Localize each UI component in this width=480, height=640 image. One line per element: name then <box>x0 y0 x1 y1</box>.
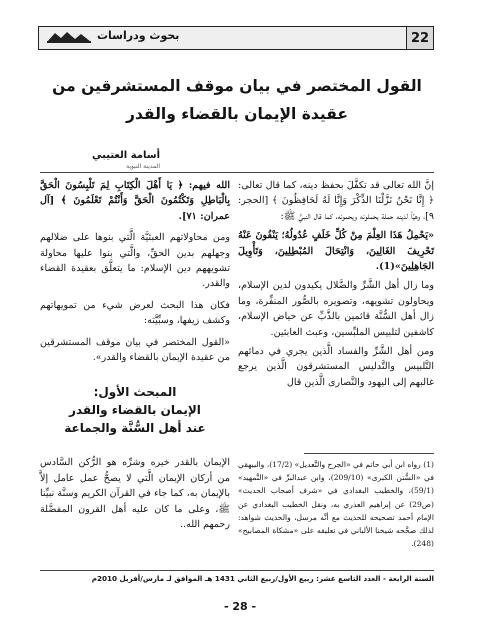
header-divider <box>40 172 434 173</box>
author-name: أسامة العتيبي <box>92 150 160 161</box>
issue-info: السنة الرابعة - العدد التاسع عشر: ربيع الأول/ربيع الثاني 1431 هـ الموافق لـ مارس/أفريل 2010م <box>91 574 434 583</box>
footnote-1: (1) رواه ابن أبي حاتم في «الجرح والتَّعديل» (17/2)، والبيهقي في «السُّنن الكبرى» (209/10)، وابن عبدالبرِّ في «التَّمهيد» (59/1)، والخطيب البغدادي في «شرف أصحاب الحديث» (ص29) عن إبراهيم العذري به، ونقل الخطيب البغدادي عن الإمام أحمد تصحيحه للحديث مع أنَّه مرسل، والحديث شواهد: لذلك صحَّحه شيخنا الألباني في تعليقه على «مشكاة المصابيح» (248). <box>237 460 434 549</box>
intro-paragraph: إنَّ الله تعالى قد تكفَّلَ بحفظ دينه، كما قال تعالى: ﴿ إِنَّا نَحْنُ نَزَّلْنَا الذِّكْرَ وَإِنَّا لَهُ لَحَافِظُونَ ﴾ [الحجر: ٩]، وهيَّأ لدينه حملة يحملونه ويحمونه، كما قال النبيُّ ﷺ: <box>238 180 434 222</box>
section-heading <box>40 383 230 437</box>
paragraph-5: فكان هذا البحث لعرض شيء من تمويهاتهم وكشف زيفها، وسبِّيَّته: <box>40 299 230 327</box>
footer-divider <box>40 570 434 571</box>
section-heading-line-3: عند أهل السُّنَّة والجماعة <box>64 421 206 436</box>
footnotes <box>238 458 434 550</box>
article-title-line-1: القول المختصر في بيان موقف المستشرقين من <box>52 77 422 95</box>
paragraph-7: الإيمان بالقدر خيره وشرِّه هو الرُّكن السَّادس من أركان الإيمان الَّتي لا يصحُّ عمل عامل إلاَّ بالإيمان به، كما جاء في القرآن الكريم وسنَّة نبيِّنا ﷺ، وعلى ما كان عليه أهل القرون المفضَّلة رحمهم الله.. <box>40 457 230 531</box>
author-city: المدينة النبوية <box>126 163 160 170</box>
hadith-quote: «يَحْمِلُ هَذَا العِلْمَ مِنْ كُلِّ خَلَفٍ عُدُولُهُ؛ يَنْفُونَ عَنْهُ تَحْرِيفَ الغَالِينَ، وَانْتِحَالَ المُبْطِلِينَ، وَتَأْوِيلَ الجَاهِلِينَ»(1). <box>238 230 434 273</box>
right-column <box>238 178 434 394</box>
author-block <box>40 150 160 170</box>
page-footer-number: - 28 - <box>223 600 257 613</box>
paragraph-3: ومن أهل الشَّرِّ والفساد الَّذين يجري في دمائهم التَّلبيس والتَّدليس المستشرقون الَّذين يرجع غالبهم إلى اليهود والنَّصارى الَّذين قال <box>238 346 434 388</box>
paragraph-6: «القول المختصر في بيان موقف المستشرقين من عقيدة الإيمان بالقضاء والقدر». <box>40 336 230 364</box>
section-heading-line-2: الإيمان بالقضاء والقدر <box>69 403 201 418</box>
article-title-line-2: عقيدة الإيمان بالقضاء والقدر <box>126 105 348 123</box>
page-header-bar <box>38 26 434 50</box>
footnote-divider <box>304 453 434 454</box>
page-number-badge: 22 <box>406 27 433 49</box>
section-heading-line-1: المبحث الأول: <box>93 385 177 400</box>
article-title <box>40 72 434 128</box>
section-label: بحوث ودراسات <box>97 29 180 42</box>
quran-verse: الله فيهم: ﴿ يَا أَهْلَ الْكِتَابِ لِمَ تَلْبِسُونَ الْحَقَّ بِالْبَاطِلِ وَتَكْتُمُونَ الْحَقَّ وَأَنْتُمْ تَعْلَمُونَ ﴾ [آل عمران: ٧١]. <box>40 180 230 222</box>
magazine-logo-icon <box>45 30 93 44</box>
paragraph-4: ومن محاولاتهم العبثيَّة الَّتي بنوها على ضلالهم وجهلهم بدين الحقِّ، والَّتي بنوا عليها محاولة تشويههم دين الإسلام: ما يتعلَّق بعقيدة القضاء والقدر. <box>40 232 230 290</box>
left-column <box>40 178 230 539</box>
paragraph-2: وما زال أهل الشَّرِّ والضَّلال يكيدون لدين الإسلام، ويحاولون تشويهه، وتصويره بالصُّور المنفِّرة، وما زال أهل السُّنَّة قائمين بالذَّبِّ عن حياض الإسلام، كاشفين لتلبيس الملبِّسين، وعبث العابثين. <box>238 280 434 338</box>
